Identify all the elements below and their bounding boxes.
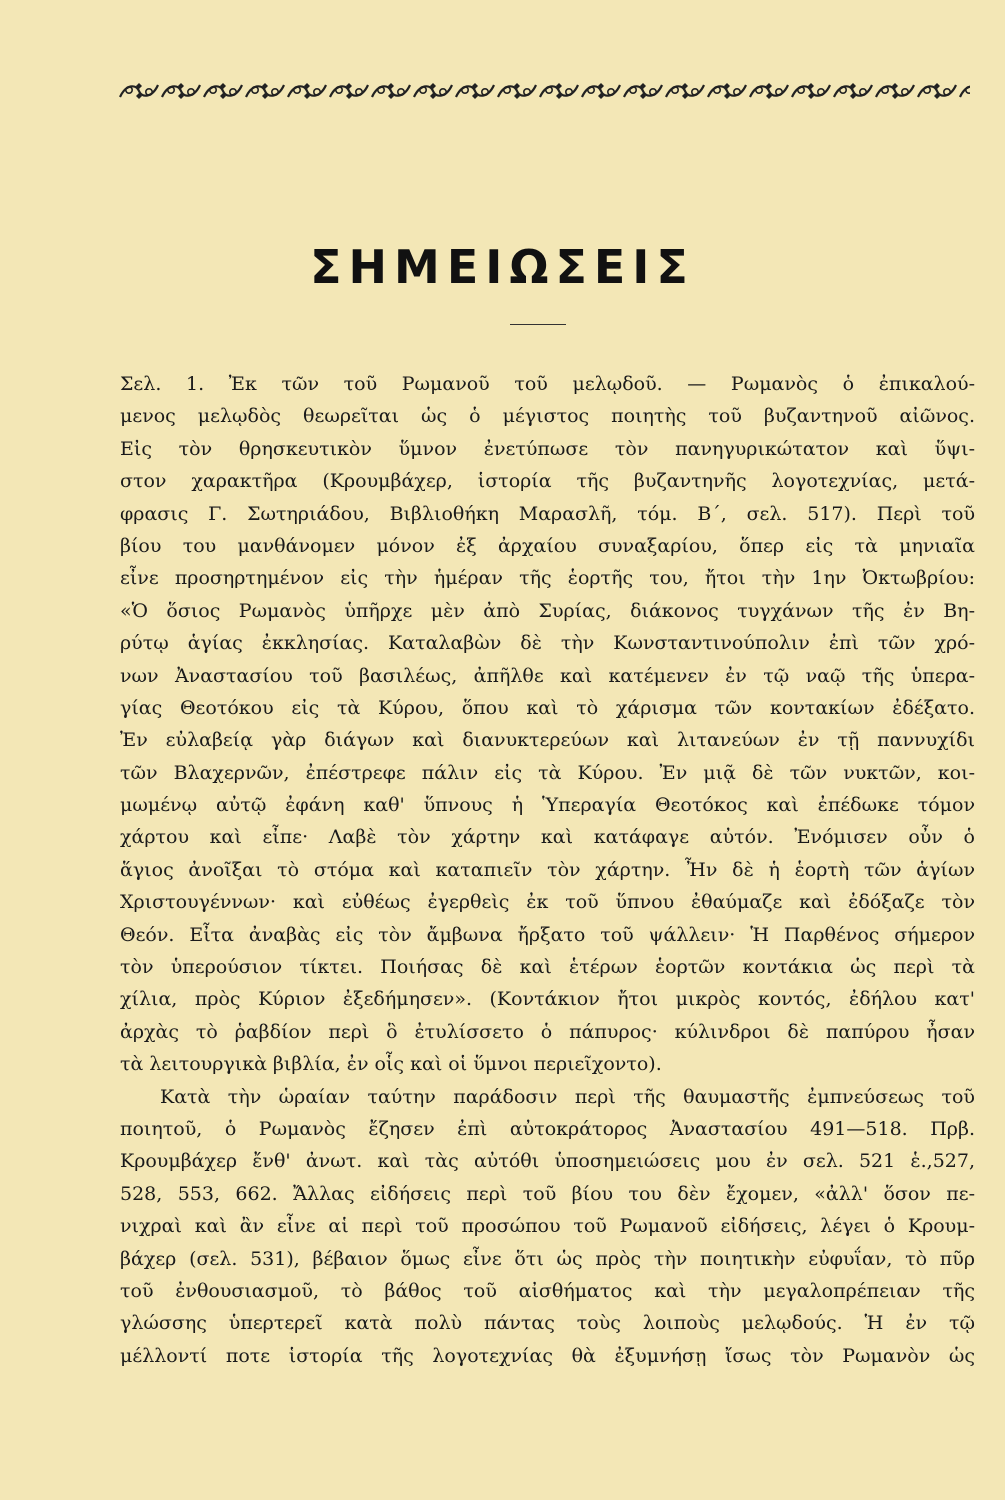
notes-body — [120, 368, 975, 1372]
ornament-motif — [582, 83, 620, 99]
page-title: ΣΗΜΕΙΩΣΕΙΣ — [310, 240, 695, 294]
ornament-motif — [372, 83, 410, 99]
text-line: βίου του μανθάνομεν μόνον ἐξ ἀρχαίου συναξαρίου, ὅπερ εἰς τὰ μηνιαῖα — [120, 534, 975, 557]
text-line: Κρουμβάχερ ἔνθ' ἀνωτ. καὶ τὰς αὐτόθι ὑποσημειώσεις μου ἐν σελ. 521 ἑ.,527, — [120, 1150, 975, 1173]
text-line: νιχραὶ καὶ ἂν εἶνε αἱ περὶ τοῦ προσώπου τοῦ Ρωμανοῦ εἰδήσεις, λέγει ὁ Κρουμ- — [120, 1215, 975, 1238]
text-line: ρύτῳ ἁγίας ἐκκλησίας. Καταλαβὼν δὲ τὴν Κωνσταντινούπολιν ἐπὶ τῶν χρό- — [120, 632, 975, 655]
decorative-ornament-band — [118, 80, 970, 102]
text-line: μωμένῳ αὐτῷ ἐφάνη καθ' ὕπνους ἡ Ὑπεραγία Θεοτόκος καὶ ἐπέδωκε τόμον — [120, 794, 975, 817]
ornament-motif — [750, 83, 788, 99]
ornament-motif — [540, 83, 578, 99]
ornament-motif — [204, 83, 242, 99]
text-line: γίας Θεοτόκου εἰς τὰ Κύρου, ὅπου καὶ τὸ χάρισμα τῶν κοντακίων ἐδέξατο. — [120, 696, 975, 719]
text-line: μέλλοντί ποτε ἱστορία τῆς λογοτεχνίας θὰ ἐξυμνήσῃ ἴσως τὸν Ρωμανὸν ὡς — [120, 1344, 975, 1367]
text-line: ἀρχὰς τὸ ῥαβδίον περὶ ὃ ἐτυλίσσετο ὁ πάπυρος· κύλινδροι δὲ παπύρου ἦσαν — [120, 1020, 975, 1043]
ornament-motif — [666, 83, 704, 99]
text-line: Εἰς τὸν θρησκευτικὸν ὕμνον ἐνετύπωσε τὸν πανηγυρικώτατον καὶ ὕψι- — [120, 437, 975, 460]
ornament-motif — [120, 83, 158, 99]
text-line: εἶνε προσηρτημένον εἰς τὴν ἡμέραν τῆς ἑορτῆς του, ἤτοι τὴν 1ην Ὀκτωβρίου: — [120, 567, 975, 590]
ornament-motif — [792, 83, 830, 99]
text-line: μενος μελῳδὸς θεωρεῖται ὡς ὁ μέγιστος ποιητὴς τοῦ βυζαντηνοῦ αἰῶνος. — [120, 405, 975, 428]
ornament-motif — [330, 83, 368, 99]
text-line: Χριστουγέννων· καὶ εὐθέως ἐγερθεὶς ἐκ τοῦ ὕπνου ἐθαύμαζε καὶ ἐδόξαζε τὸν — [120, 891, 975, 914]
text-line: ποιητοῦ, ὁ Ρωμανὸς ἔζησεν ἐπὶ αὐτοκράτορος Ἀναστασίου 491—518. Πρβ. — [120, 1117, 975, 1140]
text-line: ἅγιος ἀνοῖξαι τὸ στόμα καὶ καταπιεῖν τὸν χάρτην. Ἦν δὲ ἡ ἑορτὴ τῶν ἁγίων — [120, 858, 975, 881]
text-line: «Ὁ ὅσιος Ρωμανὸς ὑπῆρχε μὲν ἀπὸ Συρίας, διάκονος τυγχάνων τῆς ἐν Βη- — [120, 599, 975, 622]
ornament-motif — [246, 83, 284, 99]
ornament-motif — [708, 83, 746, 99]
text-line: Σελ. 1. Ἐκ τῶν τοῦ Ρωμανοῦ τοῦ μελῳδοῦ. — Ρωμανὸς ὁ ἐπικαλού- — [120, 373, 975, 395]
ornament-motif — [834, 83, 872, 99]
ornament-motif — [876, 83, 914, 99]
ornament-motif — [918, 83, 956, 99]
text-line: Κατὰ τὴν ὡραίαν ταύτην παράδοσιν περὶ τῆς θαυμαστῆς ἐμπνεύσεως τοῦ — [160, 1085, 975, 1108]
text-line: χίλια, πρὸς Κύριον ἐξεδήμησεν». (Κοντάκιον ἤτοι μικρὸς κοντός, ἐδήλου κατ' — [120, 988, 975, 1011]
paragraph-2 — [120, 1081, 975, 1373]
text-line: βάχερ (σελ. 531), βέβαιον ὅμως εἶνε ὅτι ὡς πρὸς τὴν ποιητικὴν εὐφυΐαν, τὸ πῦρ — [120, 1247, 975, 1270]
text-line: 528, 553, 662. Ἄλλας εἰδήσεις περὶ τοῦ βίου του δὲν ἔχομεν, «ἀλλ' ὅσον πε- — [120, 1182, 975, 1205]
text-line: τὸν ὑπερούσιον τίκτει. Ποιήσας δὲ καὶ ἑτέρων ἑορτῶν κοντάκια ὡς περὶ τὰ — [120, 956, 975, 979]
text-line: γλώσσης ὑπερτερεῖ κατὰ πολὺ πάντας τοὺς λοιποὺς μελῳδούς. Ἡ ἐν τῷ — [120, 1312, 975, 1335]
text-line: Ἐν εὐλαβείᾳ γὰρ διάγων καὶ διανυκτερεύων καὶ λιτανεύων ἐν τῇ παννυχίδι — [120, 729, 975, 752]
text-line: χάρτου καὶ εἶπε· Λαβὲ τὸν χάρτην καὶ κατάφαγε αὐτόν. Ἐνόμισεν οὖν ὁ — [120, 826, 975, 849]
ornament-motif — [162, 83, 200, 99]
text-line: τὰ λειτουργικὰ βιβλία, ἐν οἷς καὶ οἱ ὕμνοι περιεῖχοντο). — [120, 1053, 662, 1076]
text-line: τῶν Βλαχερνῶν, ἐπέστρεφε πάλιν εἰς τὰ Κύρου. Ἐν μιᾷ δὲ τῶν νυκτῶν, κοι- — [120, 761, 975, 784]
text-line: στον χαρακτῆρα (Κρουμβάχερ, ἱστορία τῆς βυζαντηνῆς λογοτεχνίας, μετά- — [120, 470, 975, 493]
text-line: νων Ἀναστασίου τοῦ βασιλέως, ἀπῆλθε καὶ κατέμενεν ἐν τῷ ναῷ τῆς ὑπερα- — [120, 664, 975, 687]
title-divider — [510, 324, 566, 325]
text-line: Θεόν. Εἶτα ἀναβὰς εἰς τὸν ἄμβωνα ἤρξατο τοῦ ψάλλειν· Ἡ Παρθένος σήμερον — [120, 923, 975, 946]
ornament-motif — [288, 83, 326, 99]
ornament-motif — [414, 83, 452, 99]
paragraph-1 — [120, 368, 975, 1081]
ornament-motif — [498, 83, 536, 99]
text-line: φρασις Γ. Σωτηριάδου, Βιβλιοθήκη Μαρασλῆ, τόμ. Β΄, σελ. 517). Περὶ τοῦ — [120, 502, 975, 525]
text-line: τοῦ ἐνθουσιασμοῦ, τὸ βάθος τοῦ αἰσθήματος καὶ τὴν μεγαλοπρέπειαν τῆς — [120, 1279, 975, 1302]
ornament-motif — [624, 83, 662, 99]
ornament-motif — [960, 83, 970, 99]
ornament-motif — [456, 83, 494, 99]
